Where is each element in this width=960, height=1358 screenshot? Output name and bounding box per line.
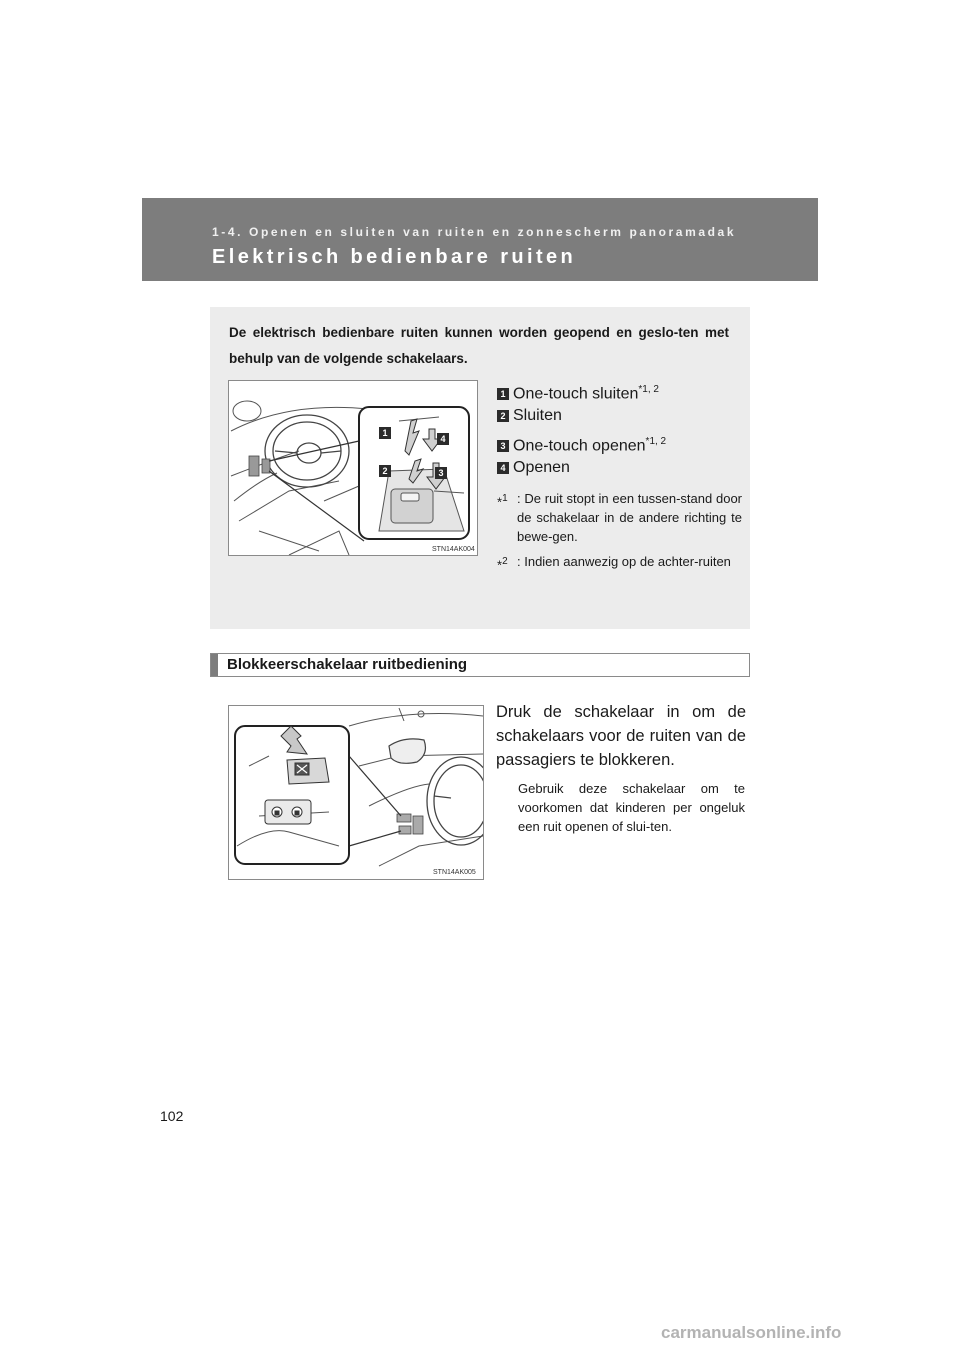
- legend-item: [497, 429, 742, 455]
- window-switch-drawing: [229, 381, 477, 555]
- number-badge: 4: [497, 462, 509, 474]
- callout-1: 1: [382, 428, 388, 438]
- legend-item: [497, 377, 742, 403]
- subsection-title: Blokkeerschakelaar ruitbediening: [227, 656, 468, 673]
- legend-label: One-touch sluiten: [513, 385, 639, 403]
- legend-label: One-touch openen: [513, 437, 646, 455]
- footnote-text: : De ruit stopt in een tussen-stand door de schakelaar in de andere richting te bewe-gen.: [517, 491, 742, 544]
- note-text: Gebruik deze schakelaar om te voorkomen dat kinderen per ongeluk een ruit openen of slui-ten.: [518, 781, 745, 834]
- lock-switch-drawing: [229, 706, 483, 879]
- legend-label: Openen: [513, 459, 570, 476]
- subsection-accent: [211, 654, 218, 676]
- subsection-header: [210, 653, 750, 677]
- figure-code: STN14AK004: [432, 546, 475, 553]
- callout-4: 4: [440, 434, 446, 444]
- footnote-sup: 2: [502, 556, 508, 567]
- legend-sup: *1, 2: [638, 384, 659, 395]
- legend-label: Sluiten: [513, 407, 562, 424]
- footnote-asterisk: *: [497, 494, 503, 510]
- footnote-asterisk: *: [497, 557, 503, 573]
- instruction-text: Druk de schakelaar in om de schakelaars voor de ruiten van de passagiers te blokkeren.: [496, 703, 746, 769]
- callout-3: 3: [438, 468, 444, 478]
- number-badge: 2: [497, 410, 509, 422]
- callout-2: 2: [382, 466, 388, 476]
- watermark: carmanualsonline.info: [661, 1323, 842, 1342]
- legend: [497, 377, 742, 571]
- intro-text: De elektrisch bedienbare ruiten kunnen worden geopend en geslo-ten met behulp van de volgende schakelaars.: [229, 325, 729, 366]
- footnote-text: : Indien aanwezig op de achter-ruiten: [517, 554, 731, 569]
- footnote-1: [497, 489, 742, 546]
- lock-switch-illustration: [228, 705, 484, 880]
- page-title: Elektrisch bedienbare ruiten: [212, 246, 577, 268]
- footnote-2: [497, 552, 742, 571]
- legend-sup: *1, 2: [645, 436, 667, 447]
- section-label: 1-4. Openen en sluiten van ruiten en zonnescherm panoramadak: [212, 225, 737, 239]
- legend-item: [497, 403, 742, 429]
- section-header: [142, 198, 818, 281]
- number-badge: 1: [497, 388, 509, 400]
- legend-item: [497, 455, 742, 481]
- window-switch-illustration: [228, 380, 478, 556]
- figure-code: STN14AK005: [433, 869, 476, 876]
- footnote-sup: 1: [502, 493, 508, 504]
- number-badge: 3: [497, 440, 509, 452]
- intro-box: [210, 307, 750, 629]
- page-number: 102: [160, 1108, 184, 1124]
